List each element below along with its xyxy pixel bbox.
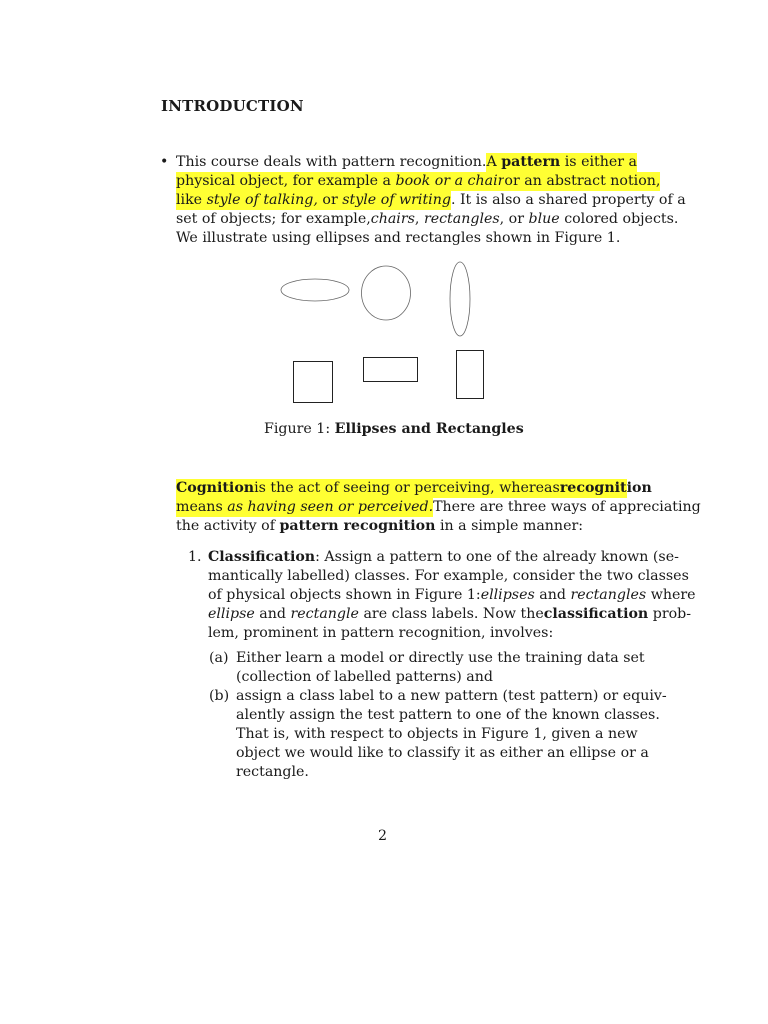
item1-line-3 (208, 586, 696, 605)
vertical-rectangle (457, 351, 484, 399)
text-span: . It is also a shared property of a (450, 191, 686, 208)
square-rectangle (294, 362, 333, 403)
sub-b-line-4: object we would like to classify it as either an ellipse or a (236, 744, 649, 761)
list-number-1: 1. (188, 549, 202, 565)
italic-text: rectangle (290, 605, 359, 622)
highlighted-text (176, 498, 433, 517)
sub-b-line-5: rectangle. (236, 763, 309, 780)
text-span: means (176, 498, 223, 515)
text-span: A (486, 154, 497, 170)
item1-line-4 (208, 605, 692, 624)
sub-item-a-label: (a) (209, 650, 229, 666)
bullet-paragraph (176, 153, 686, 248)
cognition-line-3 (176, 517, 627, 536)
item1-line-5: lem, prominent in pattern recognition, involves: (208, 624, 554, 641)
text-span: : Assign a pattern to one of the already known (se- (315, 549, 679, 565)
italic-text: ellipse (208, 605, 255, 622)
sub-item-b-label: (b) (209, 688, 230, 704)
text-span: set of objects; for example, (176, 210, 371, 227)
horizontal-rectangle (364, 358, 418, 382)
italic-text: chairs (370, 210, 415, 227)
bold-term-pattern: pattern (501, 154, 561, 170)
sub-b-line-1: assign a class label to a new pattern (test pattern) or equiv- (236, 688, 667, 704)
italic-text: rectangles (570, 586, 647, 603)
bullet-line-1 (176, 153, 638, 172)
sub-b-line-2: alently assign the test pattern to one of the known classes. (236, 706, 660, 723)
text-span: of physical objects shown in Figure 1: (208, 586, 481, 603)
vertical-ellipse (450, 262, 470, 336)
bullet-line-4 (176, 210, 679, 229)
text-span: prob- (652, 605, 692, 622)
italic-text: style of writing (342, 191, 451, 208)
sub-item-b (236, 687, 667, 782)
section-title: INTRODUCTION (161, 97, 304, 115)
highlighted-text (486, 153, 637, 172)
italic-text: blue (528, 210, 560, 227)
text-span: There are three ways of appreciating (433, 498, 701, 515)
sub-item-a (236, 649, 645, 687)
cognition-paragraph (176, 479, 701, 536)
list-item-classification (208, 548, 696, 643)
text-span: is the act of seeing or perceiving, whereas (254, 480, 560, 496)
bullet-line-5: We illustrate using ellipses and rectangles shown in Figure 1. (176, 229, 621, 246)
figure-shapes (270, 258, 500, 408)
sub-b-line-3: That is, with respect to objects in Figure 1, given a new (236, 725, 638, 742)
sub-a-line-1: Either learn a model or directly use the training data set (236, 650, 645, 666)
figure-1 (270, 258, 500, 408)
text-span: like (176, 191, 203, 208)
circle-ellipse (362, 266, 411, 320)
text-span: This course deals with pattern recognition. (176, 154, 487, 170)
text-span: where (650, 586, 696, 603)
cognition-line-1 (176, 479, 652, 498)
figure-caption (264, 420, 524, 439)
italic-text: ellipses (480, 586, 535, 603)
page-number: 2 (378, 828, 388, 844)
sub-a-line-2: (collection of labelled patterns) and (236, 668, 493, 685)
horizontal-ellipse (281, 279, 349, 301)
text-span: the activity of (176, 517, 275, 534)
bold-term-cognition: Cognition (176, 480, 255, 496)
text-span: and (539, 586, 566, 603)
bullet-marker: • (160, 154, 169, 170)
text-span: are class labels. Now the (363, 605, 544, 622)
text-span: physical object, for example a (176, 172, 391, 189)
bold-term-classification: Classification (208, 549, 316, 565)
highlighted-text: or an abstract notion, (504, 172, 661, 189)
italic-text: style of talking, (206, 191, 318, 208)
text-span: and (259, 605, 286, 622)
bold-term-pattern-recognition: pattern recognition (279, 517, 436, 534)
text-span: is either a (564, 154, 638, 170)
highlighted-text (176, 172, 504, 191)
caption-prefix: Figure 1: (264, 421, 331, 437)
text-span: , or (499, 210, 524, 227)
bullet-line-3 (176, 191, 686, 210)
italic-text: as having seen or perceived. (227, 498, 434, 515)
text-span: in a simple manner: (439, 517, 584, 534)
bold-term-recognition: recognition (559, 480, 652, 496)
text-span: or (322, 191, 338, 208)
item1-line-2: mantically labelled) classes. For example, consider the two classes (208, 567, 689, 584)
highlighted-text (176, 191, 451, 210)
caption-title: Ellipses and Rectangles (334, 421, 524, 437)
italic-text: book or a chair (395, 172, 505, 189)
italic-text: rectangles (423, 210, 500, 227)
bullet-line-2 (176, 172, 661, 191)
text-span: colored objects. (564, 210, 679, 227)
cognition-line-2 (176, 498, 701, 517)
item1-line-1 (208, 548, 679, 567)
bold-term-classification: classification (543, 605, 649, 622)
text-span: , (414, 210, 420, 227)
